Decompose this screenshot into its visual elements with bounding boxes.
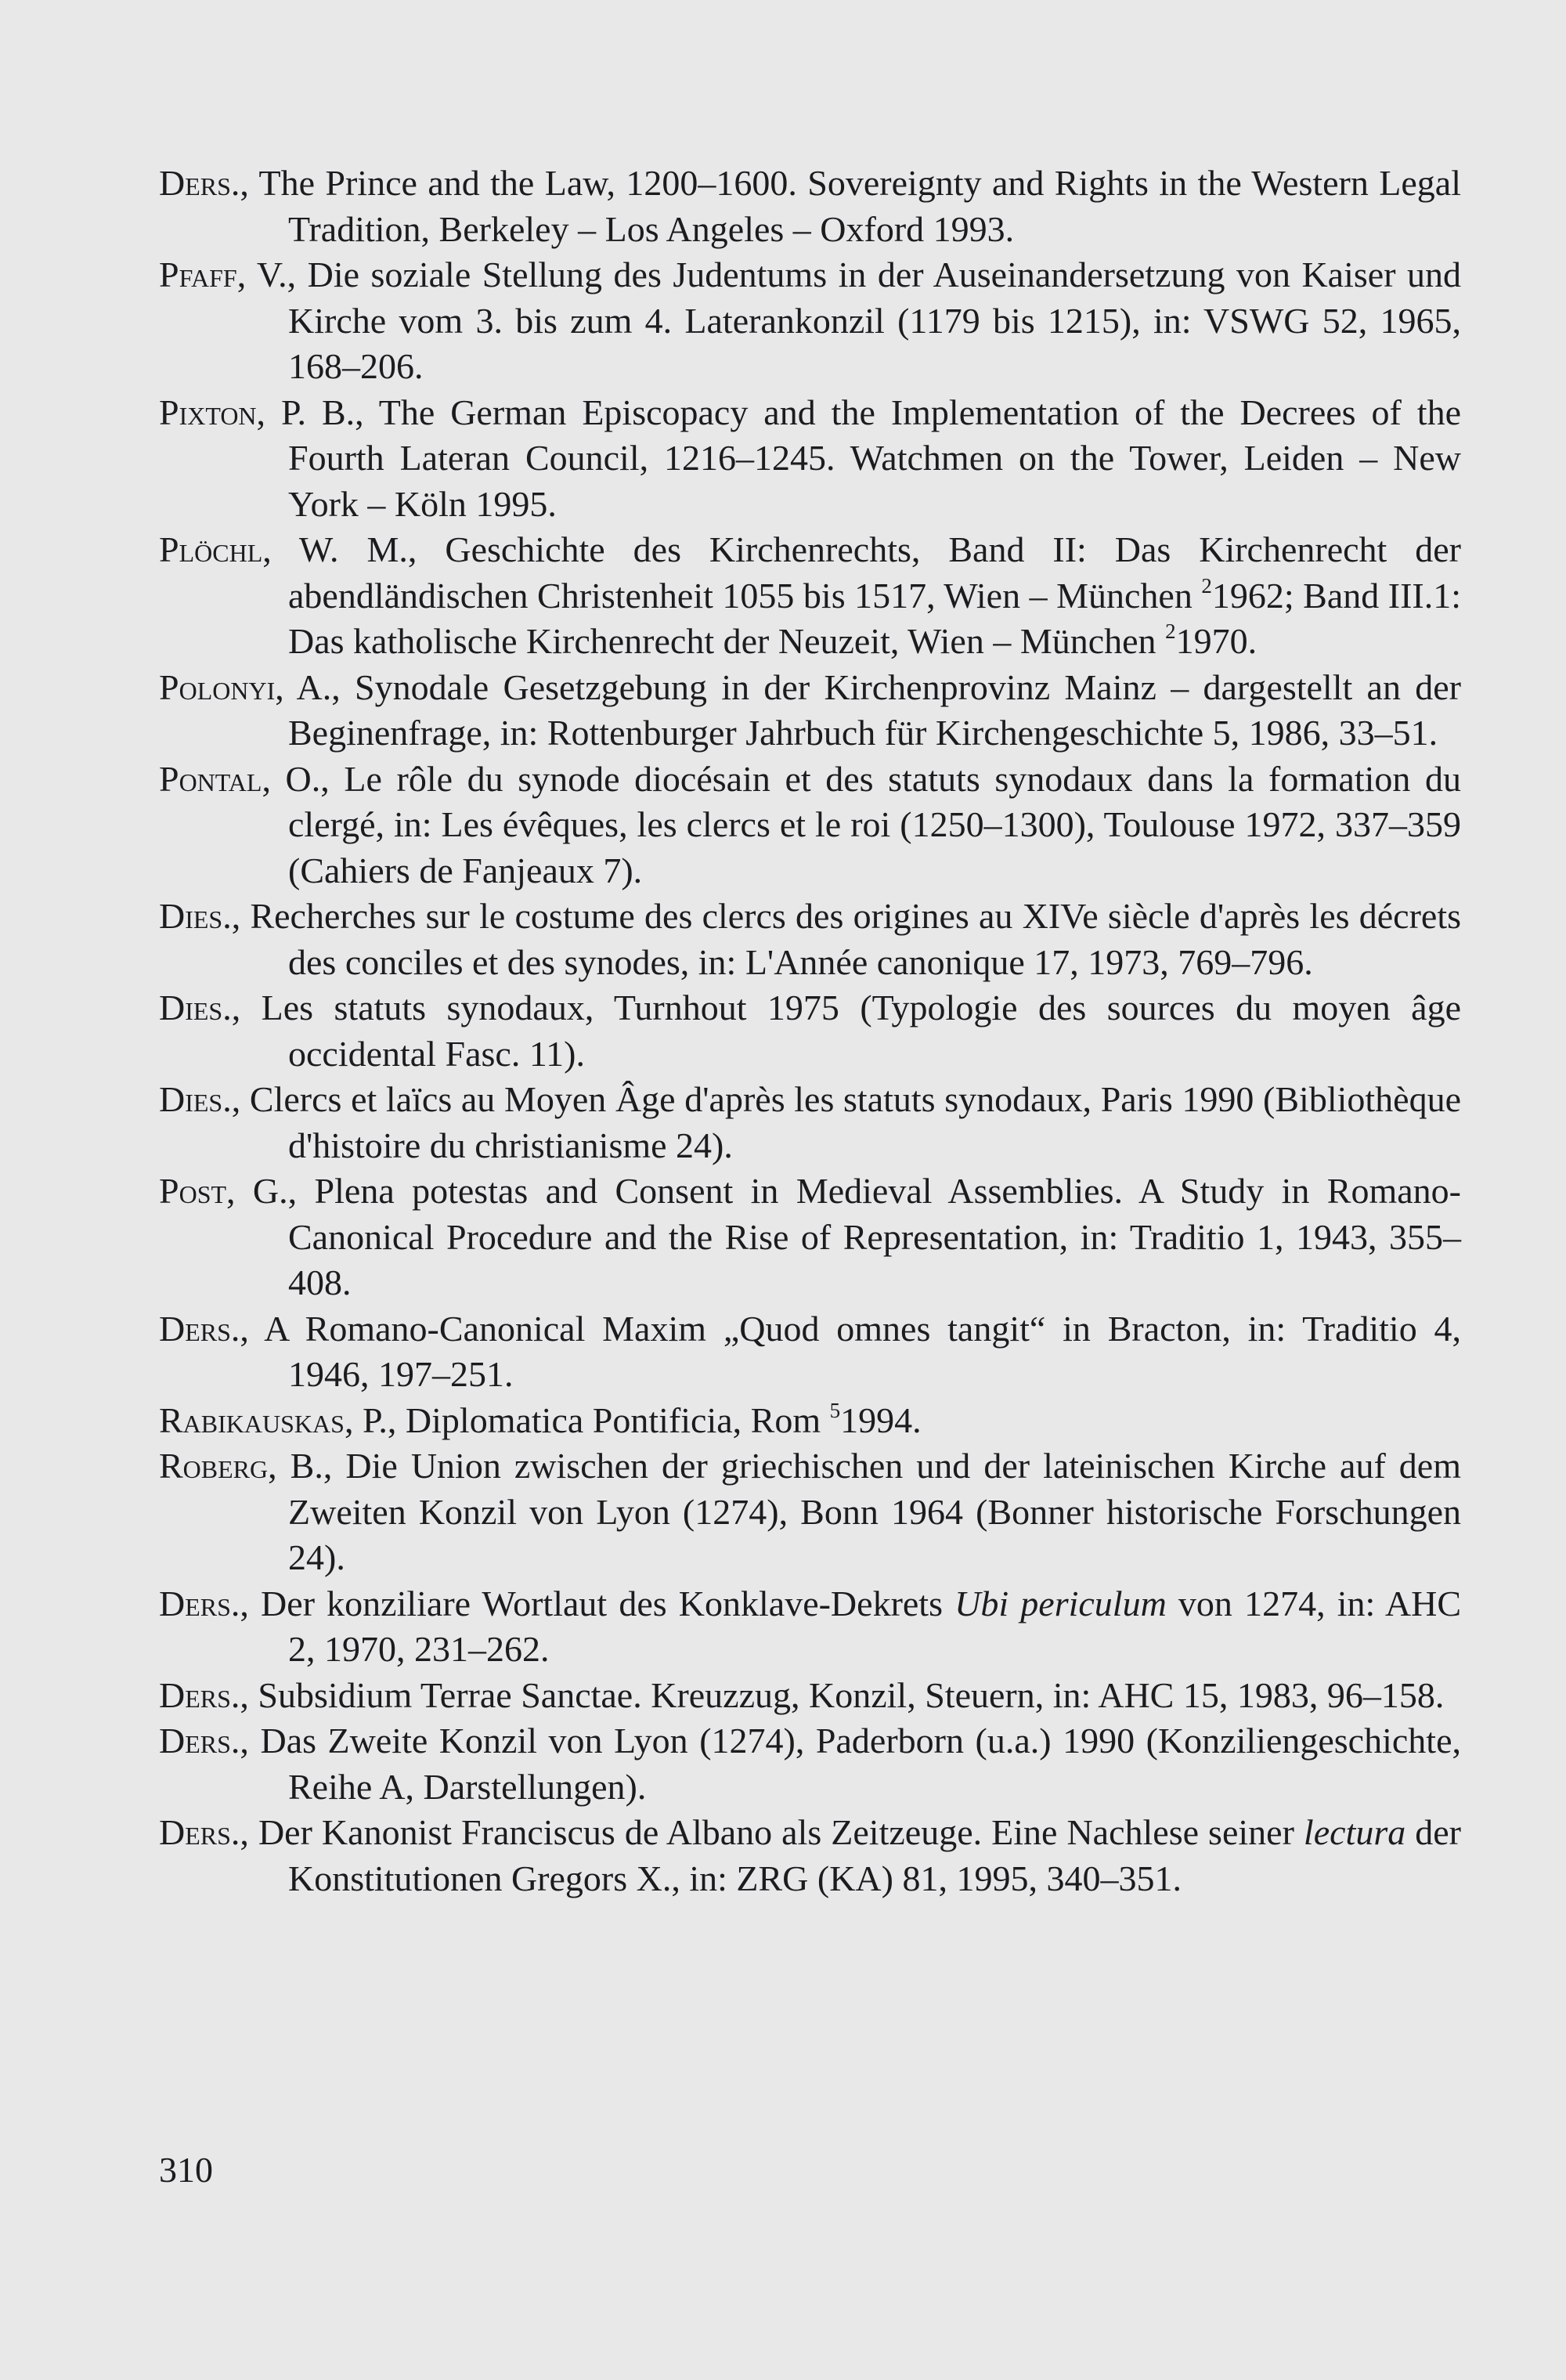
bibliography-entry [159, 1398, 1461, 1444]
bibliography-entry [159, 252, 1461, 390]
bibliography-entry [159, 1581, 1461, 1673]
entry-text: , Clercs et laïcs au Moyen Âge d'après les statuts synodaux, Paris 1990 (Bibliothèque d'histoire du christianisme 24). [231, 1079, 1461, 1165]
entry-text: 1994. [840, 1399, 922, 1440]
entry-text: 1970. [1175, 621, 1257, 661]
entry-author: Dies. [159, 988, 232, 1027]
entry-author: Ders. [159, 1583, 240, 1623]
entry-text: , G., Plena potestas and Consent in Medieval Assemblies. A Study in Romano-Canonical Procedure and the Rise of Representation, in: Traditio 1, 1943, 355–408. [226, 1171, 1461, 1302]
entry-text: , Das Zweite Konzil von Lyon (1274), Paderborn (u.a.) 1990 (Konziliengeschichte, Reihe A, Darstellungen). [240, 1721, 1461, 1807]
entry-text: , Recherches sur le costume des clercs des origines au XIVe siècle d'après les décrets des conciles et des synodes, in: L'Année canonique 17, 1973, 769–796. [231, 896, 1461, 982]
bibliography-entry [159, 1673, 1461, 1719]
bibliography-entry [159, 161, 1461, 252]
entry-text: , P., Diplomatica Pontificia, Rom [344, 1399, 830, 1440]
entry-author: Ders. [159, 1308, 240, 1349]
entry-text: , B., Die Union zwischen der griechischen und der lateinischen Kirche auf dem Zweiten Konzil von Lyon (1274), Bonn 1964 (Bonner historische Forschungen 24). [268, 1446, 1461, 1577]
edition-superscript: 5 [829, 1398, 841, 1422]
italic-title: Ubi periculum [954, 1583, 1167, 1623]
entry-text: der Konstitutionen Gregors X., in: ZRG (KA) 81, 1995, 340–351. [288, 1812, 1461, 1898]
bibliography-entry [159, 1443, 1461, 1581]
entry-text: , A., Synodale Gesetzgebung in der Kirchenprovinz Mainz – dargestellt an der Beginenfrage, in: Rottenburger Jahrbuch für Kirchengeschichte 5, 1986, 33–51. [275, 666, 1461, 753]
italic-title: lectura [1303, 1812, 1406, 1852]
edition-superscript: 2 [1165, 619, 1176, 643]
bibliography-entry [159, 665, 1461, 757]
entry-text: , The Prince and the Law, 1200–1600. Sovereignty and Rights in the Western Legal Tradition, Berkeley – Los Angeles – Oxford 1993. [240, 163, 1461, 249]
entry-text: von 1274, in: AHC 2, 1970, 231–262. [288, 1583, 1461, 1669]
bibliography-entry [159, 1306, 1461, 1398]
entry-author: Rabikauskas [159, 1399, 345, 1440]
entry-text: , O., Le rôle du synode diocésain et des statuts synodaux dans la formation du clergé, in: Les évêques, les clercs et le roi (1250–1300), Toulouse 1972, 337–359 (Cahiers de Fanjeaux 7). [262, 758, 1461, 890]
page-number: 310 [159, 2150, 213, 2190]
bibliography-entry [159, 1718, 1461, 1810]
entry-text: , Der Kanonist Franciscus de Albano als Zeitzeuge. Eine Nachlese seiner [240, 1812, 1304, 1852]
entry-text: , A Romano-Canonical Maxim „Quod omnes tangit“ in Bracton, in: Traditio 4, 1946, 197–251. [240, 1308, 1461, 1394]
entry-text: , W. M., Geschichte des Kirchenrechts, Band II: Das Kirchenrecht der abendländischen Christenheit 1055 bis 1517, Wien – München [262, 529, 1461, 616]
bibliography-entry [159, 1168, 1461, 1306]
entry-author: Pixton [159, 392, 257, 432]
entry-author: Polonyi [159, 666, 276, 707]
bibliography-entry [159, 527, 1461, 665]
bibliography-entry [159, 894, 1461, 985]
entry-author: Roberg [159, 1446, 269, 1486]
bibliography-entry [159, 1077, 1461, 1168]
entry-text: 1962; Band III.1: Das katholische Kirchenrecht der Neuzeit, Wien – München [288, 575, 1461, 661]
entry-author: Ders. [159, 163, 240, 203]
edition-superscript: 2 [1201, 573, 1212, 598]
entry-text: , V., Die soziale Stellung des Judentums in der Auseinandersetzung von Kaiser und Kirche vom 3. bis zum 4. Laterankonzil (1179 bis 1215), in: VSWG 52, 1965, 168–206. [236, 255, 1461, 386]
entry-text: , Subsidium Terrae Sanctae. Kreuzzug, Konzil, Steuern, in: AHC 15, 1983, 96–158. [240, 1674, 1445, 1715]
entry-text: , P. B., The German Episcopacy and the Implementation of the Decrees of the Fourth Lateran Council, 1216–1245. Watchmen on the Tower, Leiden – New York – Köln 1995. [256, 392, 1461, 524]
bibliography-entry [159, 985, 1461, 1077]
bibliography-entry [159, 390, 1461, 528]
entry-author: Ders. [159, 1721, 240, 1761]
bibliography-entry [159, 1810, 1461, 1901]
bibliography-entry [159, 757, 1461, 894]
entry-text: , Der konziliare Wortlaut des Konklave-Dekrets [240, 1583, 955, 1623]
entry-author: Ders. [159, 1674, 240, 1715]
entry-author: Ders. [159, 1812, 240, 1852]
entry-author: Pfaff [159, 255, 237, 294]
bibliography-list [159, 161, 1461, 1901]
entry-author: Dies. [159, 1079, 232, 1119]
entry-author: Post [159, 1171, 227, 1211]
entry-author: Plöchl [159, 529, 263, 569]
entry-text: , Les statuts synodaux, Turnhout 1975 (Typologie des sources du moyen âge occidental Fasc. 11). [231, 988, 1461, 1074]
entry-author: Pontal [159, 758, 262, 799]
entry-author: Dies. [159, 896, 232, 936]
